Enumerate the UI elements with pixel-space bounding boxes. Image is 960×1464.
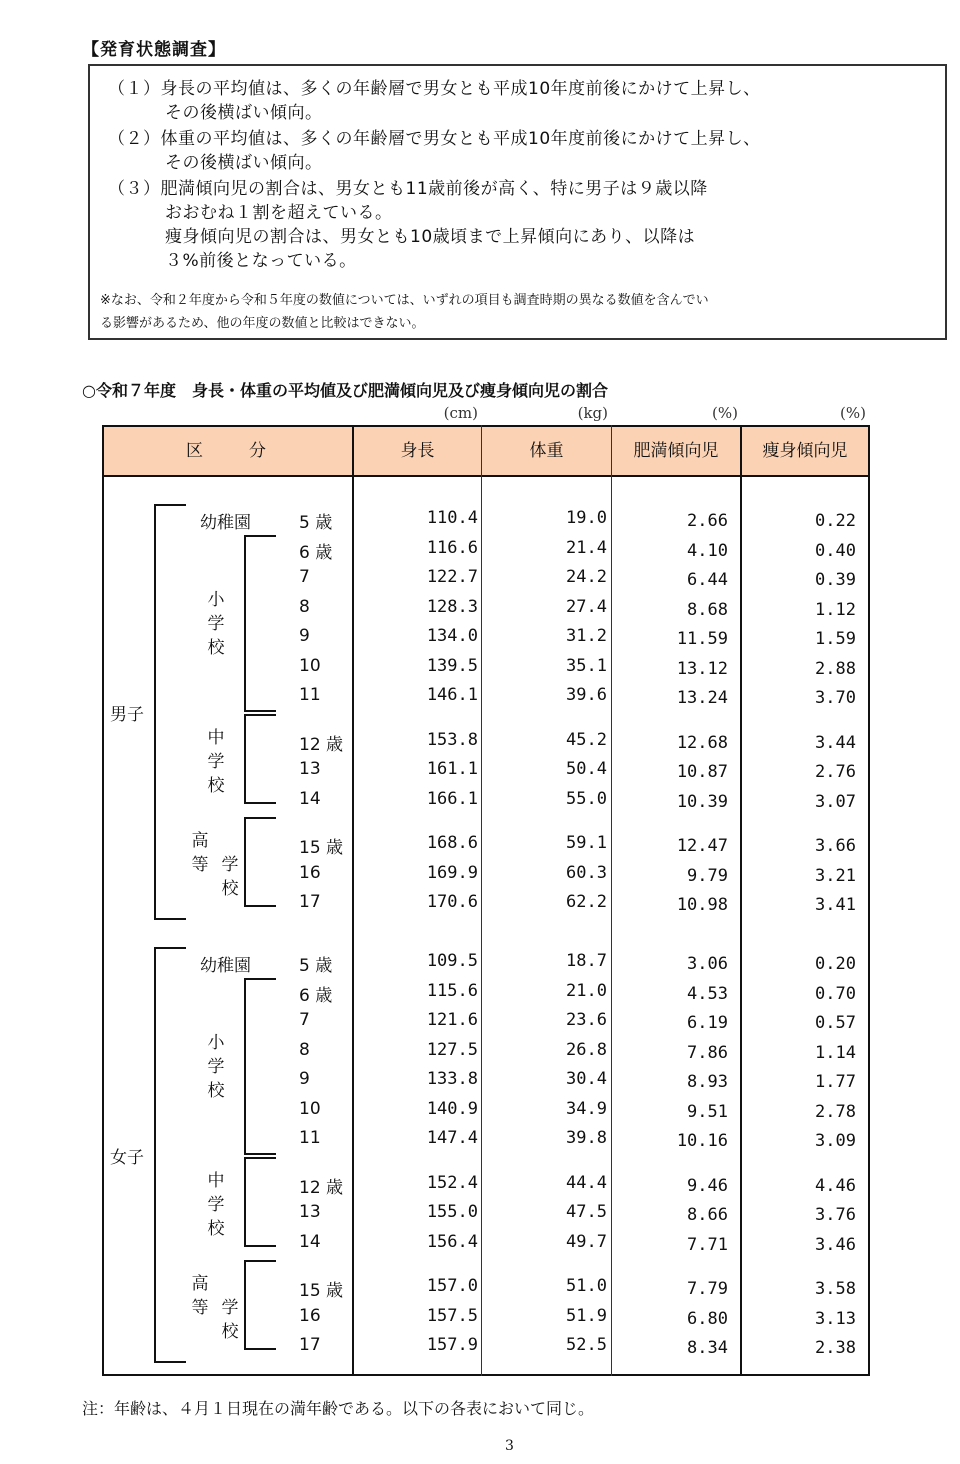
cell-obesity: 9.79 — [687, 865, 728, 886]
cell-weight: 23.6 — [566, 1010, 607, 1030]
high-school-label-char: 高 — [191, 831, 209, 851]
cell-obesity: 7.79 — [687, 1279, 728, 1299]
row-age: 5 歳 — [299, 956, 333, 976]
cell-height: 115.6 — [426, 980, 478, 1001]
footnote: 注：年齢は、４月１日現在の満年齢である。以下の各表において同じ。 — [82, 1399, 595, 1418]
elementary-label-char: 校 — [207, 638, 225, 658]
header-obesity: 肥満傾向児 — [633, 441, 719, 461]
cell-thin: 0.22 — [815, 511, 856, 531]
summary-line-6: おおむね１割を超えている。 — [165, 203, 393, 223]
cell-thin: 3.13 — [815, 1308, 856, 1329]
row-age: 7 — [299, 1010, 310, 1030]
elementary-label-char: 小 — [207, 590, 225, 610]
cell-thin: 0.40 — [815, 540, 856, 561]
cell-height: 166.1 — [426, 788, 478, 809]
cell-thin: 0.70 — [815, 983, 856, 1004]
cell-thin: 3.44 — [815, 732, 856, 753]
cell-height: 157.5 — [426, 1305, 478, 1326]
row-age: 9 — [299, 1069, 310, 1089]
cell-thin: 0.20 — [815, 954, 856, 974]
cell-thin: 4.46 — [815, 1175, 856, 1196]
junior-high-label-char: 校 — [207, 1218, 225, 1239]
cell-obesity: 10.39 — [676, 791, 728, 812]
cell-obesity: 7.86 — [687, 1042, 728, 1063]
cell-weight: 34.9 — [566, 1098, 607, 1119]
cell-thin: 1.77 — [815, 1072, 856, 1092]
junior-high-bracket — [244, 1157, 276, 1247]
cell-weight: 24.2 — [566, 567, 607, 587]
row-age: 6 歳 — [299, 542, 333, 563]
cell-height: 152.4 — [426, 1172, 478, 1193]
summary-line-8: ３%前後となっている。 — [165, 251, 357, 271]
cell-thin: 0.57 — [815, 1013, 856, 1033]
high-school-label-char: 高 — [191, 1274, 209, 1294]
header-category: 区 分 — [186, 441, 270, 461]
row-age: 15 歳 — [299, 1281, 344, 1301]
summary-note-1: ※なお、令和２年度から令和５年度の数値については、いずれの項目も調査時期の異なる数値を含んでい — [100, 293, 709, 308]
row-age: 10 — [299, 1098, 321, 1119]
row-age: 8 — [299, 1039, 310, 1060]
cell-height: 157.9 — [426, 1335, 478, 1355]
cell-height: 169.9 — [426, 862, 478, 883]
row-age: 7 — [299, 567, 310, 587]
summary-note-2: る影響があるため、他の年度の数値と比較はできない。 — [100, 316, 425, 331]
cell-obesity: 4.10 — [687, 540, 728, 561]
cell-height: 156.4 — [426, 1231, 478, 1252]
cell-obesity: 9.51 — [687, 1101, 728, 1122]
cell-height: 121.6 — [426, 1010, 478, 1030]
cell-weight: 21.0 — [566, 980, 607, 1001]
row-age: 8 — [299, 596, 310, 617]
cell-height: 128.3 — [426, 596, 478, 617]
cell-obesity: 6.44 — [687, 570, 728, 590]
cell-weight: 52.5 — [566, 1335, 607, 1355]
cell-weight: 21.4 — [566, 537, 607, 558]
cell-weight: 49.7 — [566, 1231, 607, 1252]
col-divider-2 — [481, 425, 482, 1376]
cell-thin: 3.09 — [815, 1131, 856, 1151]
cell-thin: 3.46 — [815, 1234, 856, 1255]
cell-height: 110.4 — [426, 508, 478, 528]
cell-obesity: 7.71 — [687, 1234, 728, 1255]
elementary-label-char: 校 — [207, 1081, 225, 1101]
header-divider — [102, 475, 870, 477]
high-school-label-char: 学 — [221, 1298, 239, 1318]
row-age: 12 歳 — [299, 1177, 344, 1198]
cell-obesity: 13.24 — [676, 688, 728, 708]
row-age: 10 — [299, 655, 321, 676]
cell-weight: 60.3 — [566, 862, 607, 883]
row-age: 17 — [299, 892, 321, 912]
col-divider-4 — [740, 425, 742, 1376]
row-age: 5 歳 — [299, 513, 333, 533]
cell-thin: 0.39 — [815, 570, 856, 590]
kindergarten-label: 幼稚園 — [200, 513, 251, 533]
cell-obesity: 6.19 — [687, 1013, 728, 1033]
cell-weight: 39.6 — [566, 685, 607, 705]
high-school-bracket — [244, 1260, 276, 1350]
cell-obesity: 10.98 — [676, 895, 728, 915]
header-thin: 痩身傾向児 — [762, 441, 848, 461]
cell-weight: 26.8 — [566, 1039, 607, 1060]
cell-thin: 1.59 — [815, 629, 856, 649]
cell-height: 139.5 — [426, 655, 478, 676]
cell-weight: 19.0 — [566, 508, 607, 528]
elementary-label-char: 学 — [207, 1057, 225, 1077]
cell-weight: 51.0 — [566, 1276, 607, 1296]
elementary-bracket — [244, 535, 276, 712]
cell-thin: 3.58 — [815, 1279, 856, 1299]
cell-height: 155.0 — [426, 1202, 478, 1222]
col-divider-1 — [352, 425, 354, 1376]
cell-height: 170.6 — [426, 892, 478, 912]
cell-weight: 44.4 — [566, 1172, 607, 1193]
unit-obesity: (%) — [712, 404, 738, 422]
unit-height: (cm) — [443, 404, 478, 422]
cell-weight: 45.2 — [566, 729, 607, 750]
high-school-label-char: 校 — [221, 879, 239, 899]
cell-height: 153.8 — [426, 729, 478, 750]
cell-weight: 51.9 — [566, 1305, 607, 1326]
cell-height: 168.6 — [426, 833, 478, 853]
cell-weight: 59.1 — [566, 833, 607, 853]
section-title: 【発育状態調査】 — [82, 40, 226, 60]
cell-weight: 35.1 — [566, 655, 607, 676]
cell-obesity: 4.53 — [687, 983, 728, 1004]
cell-height: 147.4 — [426, 1128, 478, 1148]
cell-obesity: 8.68 — [687, 599, 728, 620]
header-weight: 体重 — [529, 441, 564, 461]
cell-obesity: 9.46 — [687, 1175, 728, 1196]
summary-line-5: （３）肥満傾向児の割合は、男女とも11歳前後が高く、特に男子は９歳以降 — [108, 179, 708, 199]
summary-line-7: 痩身傾向児の割合は、男女とも10歳頃まで上昇傾向にあり、以降は — [165, 227, 696, 247]
cell-weight: 18.7 — [566, 951, 607, 971]
cell-thin: 2.76 — [815, 762, 856, 782]
summary-line-1: （１）身長の平均値は、多くの年齢層で男女とも平成10年度前後にかけて上昇し、 — [108, 79, 761, 99]
summary-line-3: （２）体重の平均値は、多くの年齢層で男女とも平成10年度前後にかけて上昇し、 — [108, 129, 761, 149]
row-age: 11 — [299, 685, 321, 705]
junior-high-label-char: 学 — [207, 1194, 225, 1215]
gender-label: 女子 — [110, 1148, 144, 1168]
cell-obesity: 8.93 — [687, 1072, 728, 1092]
cell-weight: 62.2 — [566, 892, 607, 912]
row-age: 16 — [299, 862, 321, 883]
cell-weight: 39.8 — [566, 1128, 607, 1148]
cell-height: 133.8 — [426, 1069, 478, 1089]
cell-weight: 30.4 — [566, 1069, 607, 1089]
cell-obesity: 11.59 — [676, 629, 728, 649]
col-divider-3 — [611, 425, 612, 1376]
cell-weight: 47.5 — [566, 1202, 607, 1222]
summary-line-4: その後横ばい傾向。 — [165, 153, 323, 173]
cell-obesity: 2.66 — [687, 511, 728, 531]
cell-obesity: 8.34 — [687, 1338, 728, 1358]
row-age: 9 — [299, 626, 310, 646]
cell-height: 116.6 — [426, 537, 478, 558]
cell-thin: 3.41 — [815, 895, 856, 915]
summary-line-2: その後横ばい傾向。 — [165, 103, 323, 123]
row-age: 17 — [299, 1335, 321, 1355]
row-age: 11 — [299, 1128, 321, 1148]
cell-obesity: 3.06 — [687, 954, 728, 974]
cell-thin: 2.38 — [815, 1338, 856, 1358]
cell-obesity: 12.68 — [676, 732, 728, 753]
high-school-label-char: 等 — [191, 855, 209, 875]
unit-weight: (kg) — [577, 404, 608, 422]
cell-obesity: 13.12 — [676, 658, 728, 679]
junior-high-bracket — [244, 714, 276, 804]
page-number: 3 — [505, 1438, 514, 1454]
junior-high-label-char: 校 — [207, 775, 225, 796]
cell-obesity: 10.16 — [676, 1131, 728, 1151]
cell-obesity: 6.80 — [687, 1308, 728, 1329]
gender-bracket — [154, 504, 186, 920]
cell-height: 134.0 — [426, 626, 478, 646]
cell-height: 127.5 — [426, 1039, 478, 1060]
high-school-label-char: 校 — [221, 1322, 239, 1342]
cell-height: 146.1 — [426, 685, 478, 705]
cell-weight: 27.4 — [566, 596, 607, 617]
row-age: 15 歳 — [299, 838, 344, 858]
row-age: 14 — [299, 1231, 321, 1252]
cell-thin: 3.66 — [815, 836, 856, 856]
cell-height: 122.7 — [426, 567, 478, 587]
elementary-bracket — [244, 978, 276, 1155]
cell-thin: 3.21 — [815, 865, 856, 886]
cell-thin: 2.78 — [815, 1101, 856, 1122]
row-age: 13 — [299, 759, 321, 779]
junior-high-label-char: 中 — [207, 1170, 225, 1191]
cell-obesity: 8.66 — [687, 1205, 728, 1225]
cell-height: 109.5 — [426, 951, 478, 971]
cell-height: 140.9 — [426, 1098, 478, 1119]
cell-thin: 1.12 — [815, 599, 856, 620]
gender-bracket — [154, 947, 186, 1363]
cell-obesity: 12.47 — [676, 836, 728, 856]
elementary-label-char: 学 — [207, 614, 225, 634]
cell-thin: 3.70 — [815, 688, 856, 708]
junior-high-label-char: 中 — [207, 727, 225, 748]
elementary-label-char: 小 — [207, 1033, 225, 1053]
gender-label: 男子 — [110, 705, 144, 725]
row-age: 14 — [299, 788, 321, 809]
cell-obesity: 10.87 — [676, 762, 728, 782]
junior-high-label-char: 学 — [207, 751, 225, 772]
cell-thin: 2.88 — [815, 658, 856, 679]
cell-weight: 50.4 — [566, 759, 607, 779]
header-height: 身長 — [400, 441, 435, 461]
row-age: 16 — [299, 1305, 321, 1326]
cell-thin: 3.07 — [815, 791, 856, 812]
high-school-bracket — [244, 817, 276, 907]
cell-weight: 55.0 — [566, 788, 607, 809]
high-school-label-char: 等 — [191, 1298, 209, 1318]
table-title: ○令和７年度 身長・体重の平均値及び肥満傾向児及び痩身傾向児の割合 — [82, 381, 608, 400]
kindergarten-label: 幼稚園 — [200, 956, 251, 976]
cell-height: 161.1 — [426, 759, 478, 779]
cell-thin: 1.14 — [815, 1042, 856, 1063]
cell-thin: 3.76 — [815, 1205, 856, 1225]
unit-thin: (%) — [840, 404, 866, 422]
cell-weight: 31.2 — [566, 626, 607, 646]
row-age: 13 — [299, 1202, 321, 1222]
row-age: 6 歳 — [299, 985, 333, 1006]
cell-height: 157.0 — [426, 1276, 478, 1296]
row-age: 12 歳 — [299, 734, 344, 755]
high-school-label-char: 学 — [221, 855, 239, 875]
